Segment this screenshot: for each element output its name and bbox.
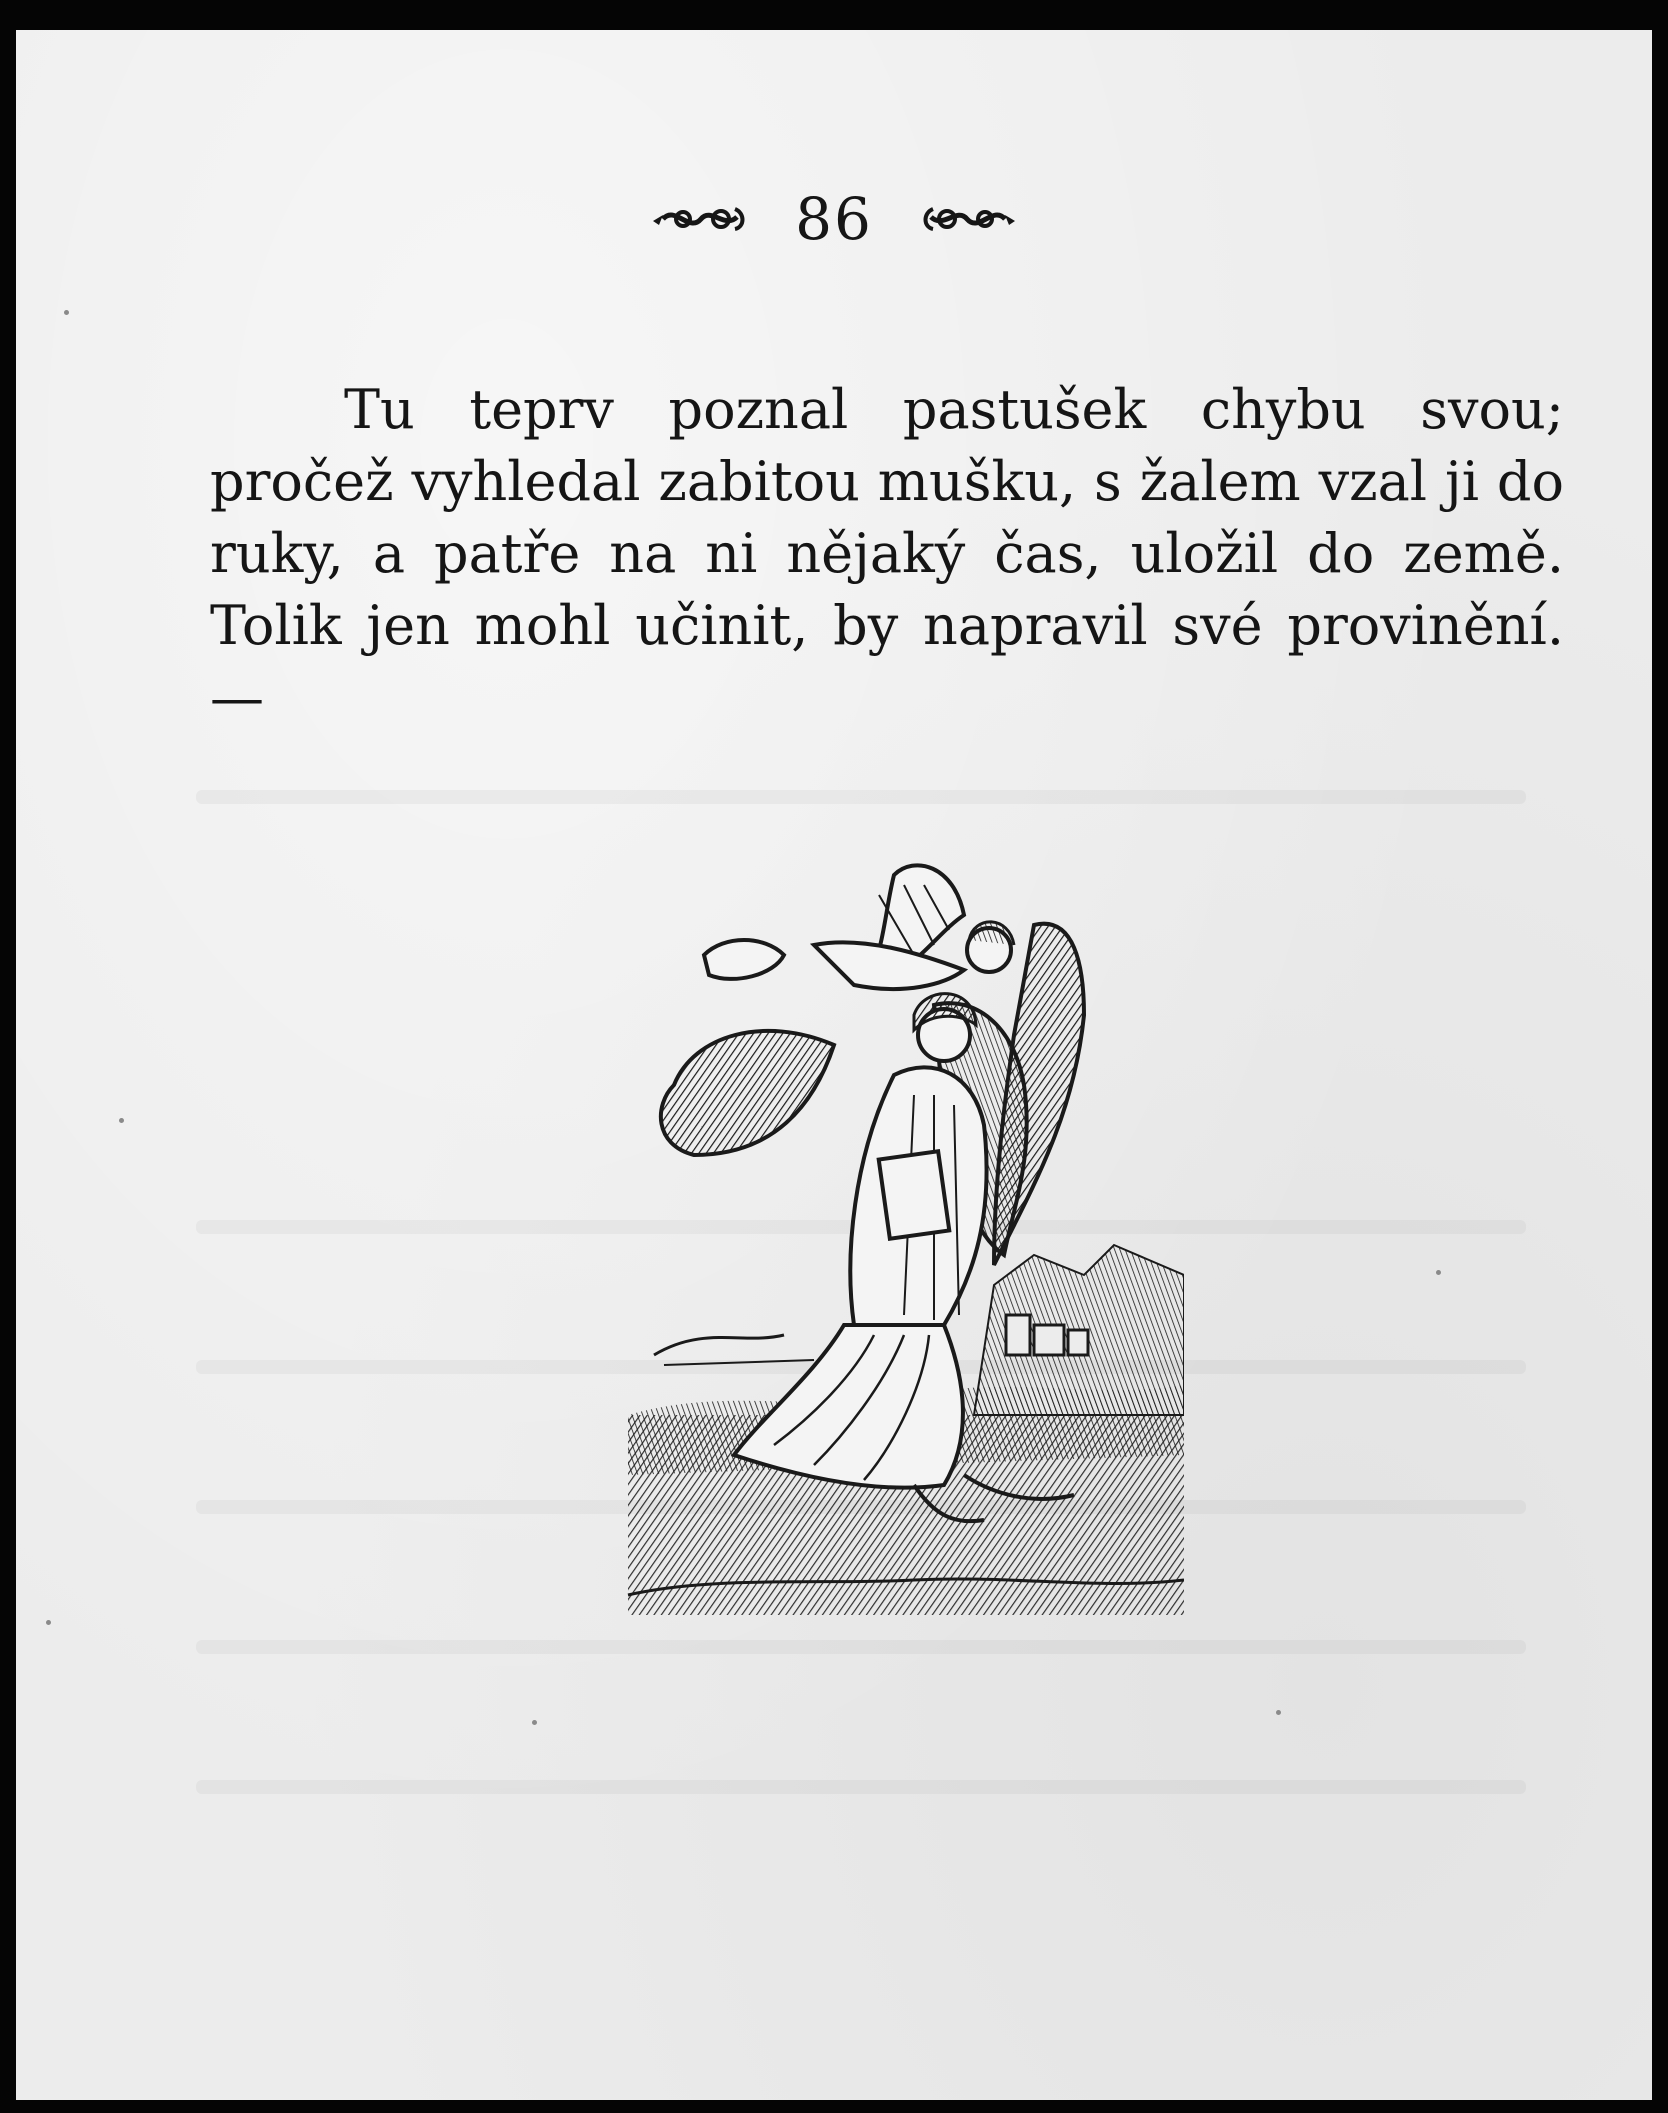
page-header: [16, 180, 1652, 253]
dust-speck: [532, 1720, 537, 1725]
ornament-right-icon: [919, 185, 1019, 253]
dust-speck: [1436, 1270, 1441, 1275]
book-page: [16, 30, 1652, 2100]
dust-speck: [46, 1620, 51, 1625]
show-through: [196, 790, 1526, 804]
angel-and-traveller-engraving-icon: [614, 855, 1184, 1625]
show-through: [196, 1640, 1526, 1654]
page-number: 86: [795, 184, 873, 253]
dust-speck: [1276, 1710, 1281, 1715]
ornament-left-icon: [649, 185, 749, 253]
dust-speck: [64, 310, 69, 315]
show-through: [196, 1780, 1526, 1794]
body-paragraph: Tu teprv poznal pastušek chybu svou; pročež vyhledal zabitou mušku, s žalem vzal ji do ruky, a patře na ni nějaký čas, uložil do země. Tolik jen mohl učinit, by napravil své provinění. —: [210, 378, 1564, 729]
dust-speck: [119, 1118, 124, 1123]
